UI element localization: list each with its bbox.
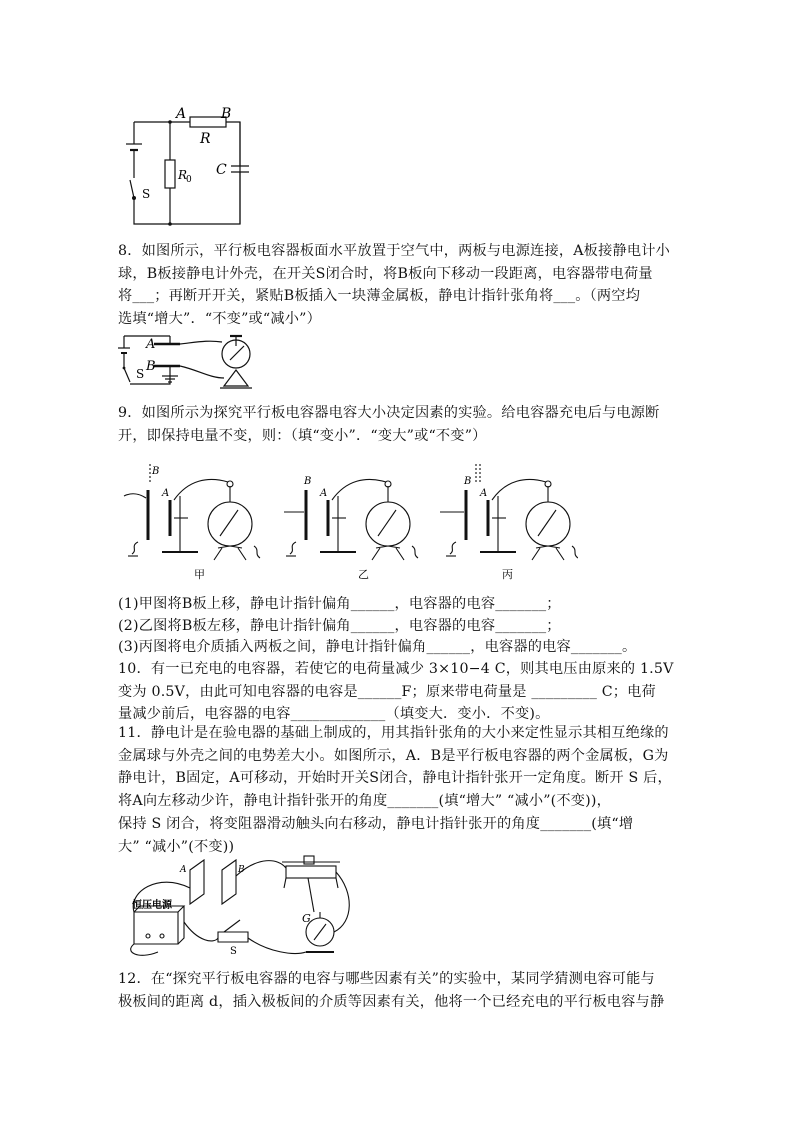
capacitor-experiments-figure bbox=[118, 460, 578, 584]
circuit-diagram bbox=[120, 104, 250, 232]
panel-yi-plate-a-label: A bbox=[320, 488, 328, 499]
electrometer-g-label: G bbox=[302, 912, 311, 925]
question-9 bbox=[118, 402, 708, 447]
resistor-r0-subscript: 0 bbox=[186, 175, 192, 185]
electrometer-circuit bbox=[118, 326, 268, 392]
capacitor-c-label: C bbox=[216, 162, 227, 178]
circuit-diagram-figure bbox=[120, 104, 250, 232]
question-8-line: 8．如图所示，平行板电容器板面水平放置于空气中，两板与电源连接，A板接静电计小 bbox=[118, 243, 671, 259]
question-8-line: 球，B板接静电计外壳，在开关S闭合时，将B板向下移动一段距离，电容器带电荷量 bbox=[118, 265, 653, 282]
apparatus-figure bbox=[118, 852, 358, 960]
node-a-label: A bbox=[176, 106, 187, 122]
resistor-r-label: R bbox=[200, 131, 211, 147]
panel-jia-plate-a-label: A bbox=[162, 488, 170, 499]
switch-s-label: S bbox=[142, 187, 151, 201]
plate-b-label: B bbox=[238, 865, 245, 875]
question-11-line: 金属球与外壳之间的电势差大小。如图所示，A．B是平行板电容器的两个金属板，G为 bbox=[118, 747, 669, 764]
caption-jia: 甲 bbox=[194, 568, 205, 581]
question-9-line: 开，即保持电量不变，则：（填“变小”．“变大”或“不变”） bbox=[118, 427, 487, 444]
plate-a-label: A bbox=[146, 337, 156, 352]
question-11-line: 大” “减小”(不变)) bbox=[118, 838, 235, 855]
caption-bing: 丙 bbox=[502, 568, 513, 581]
question-11 bbox=[118, 722, 708, 858]
question-9-subitems bbox=[118, 594, 708, 659]
question-9-subitem: (3)丙图将电介质插入两板之间，静电计指针偏角______，电容器的电容_______。 bbox=[118, 639, 637, 655]
switch-s-label: S bbox=[230, 946, 237, 957]
question-8-line: 将___；再断开开关，紧贴B板插入一块薄金属板，静电计指针张角将___。（两空均 bbox=[118, 288, 641, 305]
question-8 bbox=[118, 240, 708, 331]
question-9-line: 9．如图所示为探究平行板电容器电容大小决定因素的实验。给电容器充电后与电源断 bbox=[118, 405, 660, 421]
question-10 bbox=[118, 658, 708, 726]
resistor-r0-label: R bbox=[178, 168, 188, 182]
panel-yi-plate-b-label: B bbox=[304, 476, 312, 487]
question-10-line: 量减少前后，电容器的电容_____________（填变大．变小．不变)。 bbox=[118, 706, 550, 723]
switch-s-label: S bbox=[136, 367, 145, 381]
question-12-line: 12．在“探究平行板电容器的电容与哪些因素有关”的实验中，某同学猜测电容可能与 bbox=[118, 971, 655, 987]
question-11-line: 将A向左移动少许，静电计指针张开的角度_______(填“增大” “减小”(不变))， bbox=[118, 793, 612, 810]
panel-bing-plate-a-label: A bbox=[480, 488, 488, 499]
question-12 bbox=[118, 968, 708, 1013]
question-12-line: 极板间的距离 d，插入极板间的介质等因素有关，他将一个已经充电的平行板电容与静 bbox=[118, 993, 665, 1010]
question-11-line: 11．静电计是在验电器的基础上制成的，用其指针张角的大小来定性显示其相互绝缘的 bbox=[118, 725, 669, 741]
question-9-subitem: (1)甲图将B板上移，静电计指针偏角______，电容器的电容_______； bbox=[118, 596, 561, 612]
question-11-line: 保持 S 闭合，将变阻器滑动触头向右移动，静电计指针张开的角度_______(填“增 bbox=[118, 815, 634, 832]
question-10-line: 变为 0.5V，由此可知电容器的电容是______F；原来带电荷量是 _________ C；电荷 bbox=[118, 683, 656, 700]
question-11-line: 静电计，B固定，A可移动，开始时开关S闭合，静电计指针张开一定角度。断开 S 后， bbox=[118, 770, 672, 787]
apparatus-diagram bbox=[118, 852, 358, 960]
node-b-label: B bbox=[221, 106, 232, 122]
question-9-subitem: (2)乙图将B板左移，静电计指针偏角______，电容器的电容_______； bbox=[118, 617, 561, 634]
plate-a-label: A bbox=[180, 865, 187, 875]
question-10-line: 10．有一已充电的电容器，若使它的电荷量减少 3×10−4 C，则其电压由原来的 1.5V bbox=[118, 661, 674, 677]
caption-yi: 乙 bbox=[358, 568, 369, 581]
panel-jia-plate-b-label: B bbox=[152, 466, 160, 477]
question-8-line: 选填“增大”．“不变”或“减小”） bbox=[118, 311, 321, 328]
capacitor-experiments bbox=[118, 460, 578, 584]
power-supply-label: 恒压电源 bbox=[132, 900, 172, 911]
panel-bing-plate-b-label: B bbox=[464, 476, 472, 487]
electrometer-circuit-figure bbox=[118, 326, 268, 392]
plate-b-label: B bbox=[146, 359, 156, 374]
